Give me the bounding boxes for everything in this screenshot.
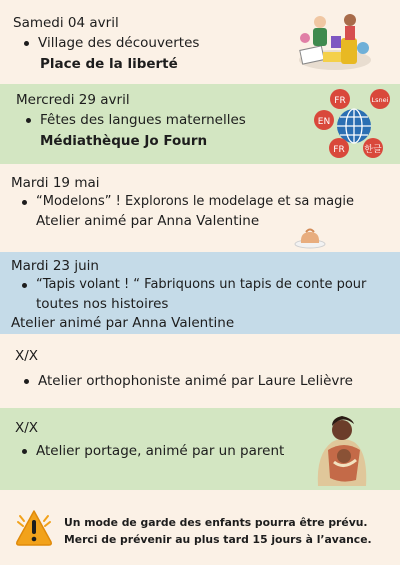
event-date: Mardi 19 mai [11,175,100,191]
pottery-icon [290,226,330,250]
event-date: Mercredi 29 avril [16,92,130,108]
language-badge-label: FR [333,145,345,155]
event-title: Fêtes des langues maternelles [40,112,246,128]
event-title-continued: toutes nos histoires [36,296,169,312]
event-date: X/X [15,348,39,364]
event-host: Atelier animé par Anna Valentine [36,213,260,229]
event-date: Mardi 23 juin [11,258,99,274]
notice-line-1: Un mode de garde des enfants pourra être prévu. [64,516,368,529]
event-venue: Médiathèque Jo Fourn [40,133,208,149]
language-badge-label: Lsnei [371,96,389,104]
event-title: “Tapis volant ! “ Fabriquons un tapis de conte pour [36,277,367,292]
parent-babywearing-illustration [310,410,374,490]
languages-globe-illustration [304,86,394,162]
event-venue: Place de la liberté [40,56,178,72]
children-reading-illustration [293,8,373,72]
language-badge-label: FR [334,96,346,106]
event-title: Atelier orthophoniste animé par Laure Lelièvre [38,373,353,389]
language-badge-label: 한글 [364,145,382,155]
language-badge-label: EN [317,117,331,127]
event-title: “Modelons” ! Explorons le modelage et sa magie [36,194,354,209]
event-date: Samedi 04 avril [13,15,119,31]
notice-line-2: Merci de prévenir au plus tard 15 jours à l’avance. [64,533,372,546]
globe-icon [337,109,371,143]
event-title: Village des découvertes [38,35,200,51]
warning-icon [14,508,54,548]
event-host: Atelier animé par Anna Valentine [11,315,235,331]
event-date: X/X [15,420,39,436]
event-title: Atelier portage, animé par un parent [36,443,285,459]
